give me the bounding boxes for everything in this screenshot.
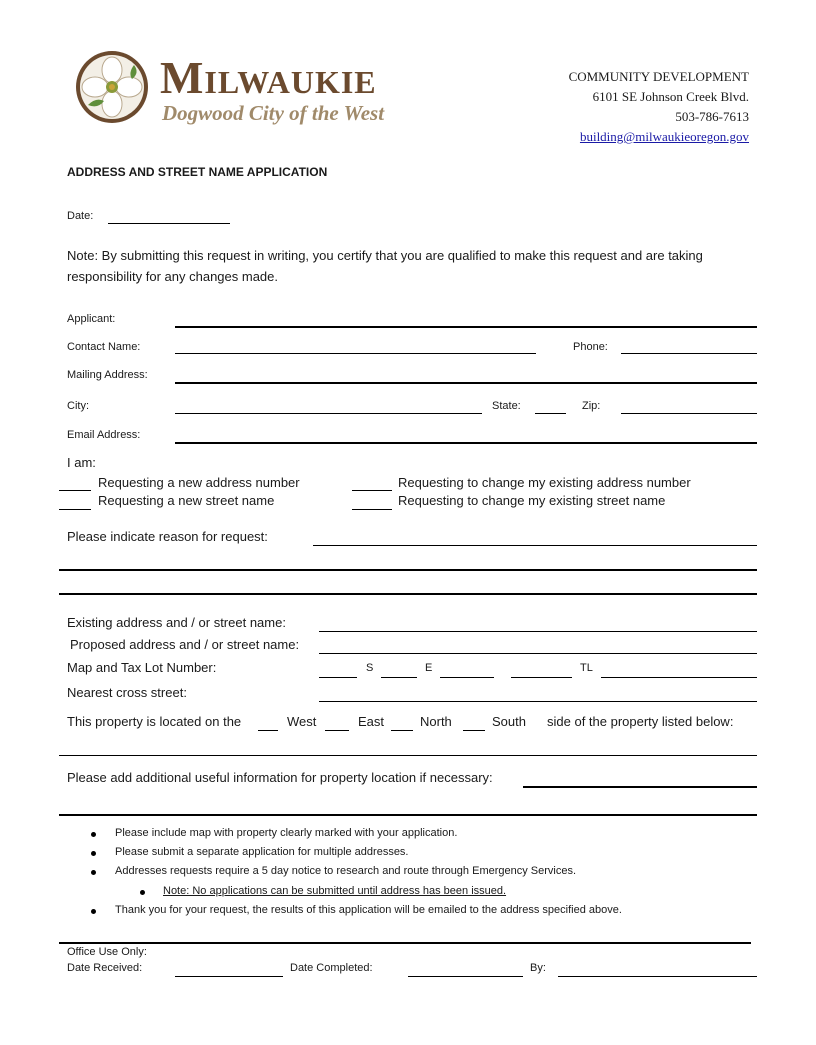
logo-tagline: Dogwood City of the West	[162, 101, 385, 125]
bullet-note-item: Note: No applications can be submitted until address has been issued.	[163, 885, 507, 897]
contact-name-field[interactable]	[175, 353, 536, 354]
south-field[interactable]	[463, 730, 485, 731]
side-label: side of the property listed below:	[547, 714, 734, 729]
map-section-field[interactable]	[440, 677, 494, 678]
east-label: East	[358, 714, 385, 729]
option-new-address-number: Requesting a new address number	[98, 475, 300, 490]
proposed-address-label: Proposed address and / or street name:	[70, 637, 300, 652]
option-change-address-number: Requesting to change my existing address number	[398, 475, 691, 490]
bullet-item: Thank you for your request, the results of this application will be emailed to the address specified above.	[115, 904, 622, 916]
bullet-item: Please include map with property clearly marked with your application.	[115, 827, 458, 839]
west-label: West	[287, 714, 317, 729]
map-e-label: E	[425, 662, 433, 674]
map-quarter-field[interactable]	[511, 677, 572, 678]
contact-block	[569, 67, 749, 147]
north-field[interactable]	[391, 730, 413, 731]
existing-address-field[interactable]	[319, 631, 757, 632]
dept-address: 6101 SE Johnson Creek Blvd.	[592, 89, 749, 104]
north-label: North	[420, 714, 452, 729]
option-new-street-name: Requesting a new street name	[98, 493, 275, 508]
city-logo	[74, 49, 454, 127]
email-address-label: Email Address:	[67, 429, 141, 441]
email-address-field[interactable]	[175, 442, 757, 444]
dept-email-link[interactable]: building@milwaukieoregon.gov	[579, 129, 749, 144]
additional-info-label: Please add additional useful information for property location if necessary:	[67, 770, 493, 785]
option-change-street-name: Requesting to change my existing street name	[398, 493, 666, 508]
bullet-dot	[91, 851, 96, 856]
map-tax-lot-label: Map and Tax Lot Number:	[67, 660, 217, 675]
mailing-address-field[interactable]	[175, 382, 757, 384]
date-field[interactable]	[108, 223, 230, 224]
proposed-address-field[interactable]	[319, 653, 757, 654]
bullet-dot	[91, 909, 96, 914]
dept-phone: 503-786-7613	[675, 109, 749, 124]
tax-lot-field[interactable]	[601, 677, 757, 678]
bullet-dot	[91, 870, 96, 875]
checkbox-new-street-name[interactable]	[59, 509, 91, 510]
map-township-field[interactable]	[319, 677, 357, 678]
phone-field[interactable]	[621, 353, 757, 354]
location-line[interactable]	[59, 755, 757, 756]
reason-field-2[interactable]	[59, 569, 757, 571]
additional-info-field-1[interactable]	[523, 786, 757, 788]
date-completed-label: Date Completed:	[290, 962, 373, 974]
additional-info-field-2[interactable]	[59, 814, 757, 816]
bullet-item: Addresses requests require a 5 day notice to research and route through Emergency Services.	[115, 865, 577, 877]
mailing-address-label: Mailing Address:	[67, 369, 148, 381]
east-field[interactable]	[325, 730, 349, 731]
phone-label: Phone:	[573, 341, 608, 353]
bullet-dot	[91, 832, 96, 837]
map-s-label: S	[366, 662, 374, 674]
checkbox-new-address-number[interactable]	[59, 490, 91, 491]
bullet-item: Please submit a separate application for multiple addresses.	[115, 846, 409, 858]
south-label: South	[492, 714, 526, 729]
reason-field-1[interactable]	[313, 545, 757, 546]
map-range-field[interactable]	[381, 677, 417, 678]
date-label: Date:	[67, 210, 94, 222]
existing-address-label: Existing address and / or street name:	[67, 615, 286, 630]
zip-label: Zip:	[582, 400, 601, 412]
bullet-dot	[140, 890, 145, 895]
cross-street-field[interactable]	[319, 701, 757, 702]
office-use-label: Office Use Only:	[67, 946, 147, 958]
located-label: This property is located on the	[67, 714, 242, 729]
dept-name: COMMUNITY DEVELOPMENT	[568, 69, 749, 84]
applicant-label: Applicant:	[67, 313, 116, 325]
zip-field[interactable]	[621, 413, 757, 414]
dogwood-flower-icon	[74, 49, 150, 125]
date-completed-field[interactable]	[408, 976, 523, 977]
contact-name-label: Contact Name:	[67, 341, 141, 353]
checkbox-change-street-name[interactable]	[352, 509, 392, 510]
date-received-field[interactable]	[175, 976, 283, 977]
office-divider	[59, 942, 751, 944]
note-text: Note: By submitting this request in writing, you certify that you are qualified to make this request and are taking responsibility for any changes made.	[67, 248, 703, 284]
checkbox-change-address-number[interactable]	[352, 490, 392, 491]
city-field[interactable]	[175, 413, 482, 414]
state-field[interactable]	[535, 413, 566, 414]
date-received-label: Date Received:	[67, 962, 143, 974]
by-label: By:	[530, 962, 546, 974]
logo-city-name: Milwaukie	[160, 52, 377, 103]
iam-label: I am:	[67, 455, 96, 470]
west-field[interactable]	[258, 730, 278, 731]
form-title: ADDRESS AND STREET NAME APPLICATION	[67, 165, 328, 179]
cross-street-label: Nearest cross street:	[67, 685, 187, 700]
reason-field-3[interactable]	[59, 593, 757, 595]
city-label: City:	[67, 400, 89, 412]
state-label: State:	[492, 400, 521, 412]
by-field[interactable]	[558, 976, 757, 977]
map-tl-label: TL	[580, 662, 593, 674]
reason-label: Please indicate reason for request:	[67, 529, 268, 544]
applicant-field[interactable]	[175, 326, 757, 328]
